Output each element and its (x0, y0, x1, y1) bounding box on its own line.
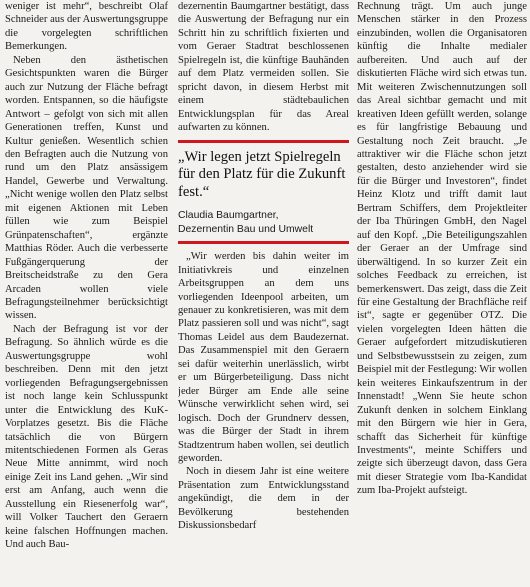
paragraph: Noch in diesem Jahr ist eine weitere Präsentation zum Entwicklungsstand angekündigt, die dem in der Bevölkerung bestehenden Diskussionsbedarf (178, 466, 349, 532)
paragraph: dezernentin Baumgartner bestätigt, dass die Auswertung der Befragung nur ein Schritt hin zu schriftlich fixierten und vom Geraer Stadtrat beschlossenen Spielregeln ist, die künftige Bauhänden auf dem Platz vermeiden sollen. Sie spricht davon, in diesem Herbst mit einem städtebaulichen Entwicklungsplan für das Areal aufwarten zu können. (178, 1, 349, 134)
pullquote-attribution (178, 209, 349, 236)
pullquote: „Wir legen jetzt Spielregeln für den Platz für die Zukunft fest.“ (178, 148, 346, 200)
pullquote-rule-bottom (178, 241, 349, 244)
paragraph: Nach der Befragung ist vor der Befragung. So ähnlich würde es die Auswertungsgruppe wohl beschreiben. Denn mit den jetzt vorliegenden Befragungsergebnissen ist noch lange kein Schlusspunkt unter die Entwicklung des KuK-Vorplatzes gesetzt. Bis die Fläche tatsächlich die von Bürgern mitentschiedenen Formen als Geras Neue Mitte annimmt, wird noch einige Zeit ins Land gehen. „Wir sind erst am Anfang, auch wenn die Ausstellung ein Riesenerfolg war“, will Volker Tauchert den Geraern keine falschen Hoffnungen machen. Und auch Bau- (5, 323, 168, 551)
paragraph: Rechnung trägt. Um auch junge Menschen stärker in den Prozess einzubinden, wollen die Organisatoren künftig die Inhalte medialer aufbereiten. Und auch auf der diskutierten Fläche wird sich etwas tun. Mit weiteren Zwischennutzungen soll das Areal sichtbar gemacht und mit kreativen Ideen gefüllt werden, solange es für langfristige Bebauung und Gestaltung noch Zeit braucht. „Je attraktiver wir die Fläche schon jetzt gestalten, desto anziehender wird sie für die Bürger und Investoren“, findet Heinz Klotz und trifft damit laut Bertram Schiffers, dem Projektleiter der Iba Thüringen GmbH, den Nagel auf den Kopf. „Die Beteiligungszahlen der Geraer an der Umfrage sind überwältigend. In so kurzer Zeit ein solches Feedback zu erreichen, ist bemerkenswert. Das zeigt, dass die Zeit für eine Gestaltung der Brachfläche reif ist“, sagte er gegenüber OTZ. Die vielen vorgelegten Ideen hätten die Geraer aufgefordert mitzudiskutieren und Selbstbewusstsein zu zeigen, zum Beispiel mit der Festlegung: Wir wollen kein weiteres Einkaufszentrum in der Innenstadt! „Wenn Sie heute schon Zukunft denken in solchem Einklang mit den Bürgern wie hier in Gera, schafft das Sicherheit für künftige Investments“, meinte Schiffers und zeigte sich überzeugt davon, dass Gera mit dieser Strategie vom Iba-Kandidat zum Iba-Projekt aufsteigt. (357, 1, 527, 497)
attribution-name: Claudia Baumgartner, (178, 210, 279, 222)
paragraph: weniger ist mehr“, beschreibt Olaf Schneider aus der Auswertungsgruppe die vorgelegten schriftlichen Bemerkungen. (5, 1, 168, 53)
paragraph: Neben den ästhetischen Gesichtspunkten waren die Bürger auch zur Nutzung der Fläche befragt worden. Entspannen, so die häufigste Antwort – gefolgt von sich mit allen Generationen treffen, Kunst und Kultur genießen. Wesentlich schien den Befragten auch die Nutzung von rund um den Platz ansässigem Handel, Gewerbe und Verwaltung. „Nicht wenige wollen den Platz selbst mit eigenen Aktionen mit Leben füllen wie zum Beispiel Grünpatenschaften“, ergänzte Matthias Röder. Auch die verbesserte Fußgängerquerung der Breitscheidstraße zu den Gera Arcaden wollen viele Befragungsteilnehmer berücksichtigt wissen. (5, 54, 168, 322)
article-column-1 (5, 0, 168, 587)
attribution-role: Dezernentin Bau und Umwelt (178, 223, 314, 235)
paragraph: „Wir werden bis dahin weiter im Initiativkreis und einzelnen Arbeitsgruppen an dem uns vorliegenden Ideenpool arbeiten, um genauer zu konkretisieren, was mit dem Platz passieren soll und was nicht“, sagt Thomas Leidel aus dem Baudezernat. Das Zusammenspiel mit den Geraern sei dafür weiterhin unerlässlich, wirbt er um Bürgerbeteiligung. Dass nicht jeder Bürger am Ende alle seine Wünsche verwirklicht sehen wird, sei logisch. Doch der Grundnerv dessen, was die Bürger der Stadt in ihrem Stadtzentrum haben wollen, sei deutlich geworden. (178, 251, 349, 465)
article-column-2 (178, 0, 349, 587)
pullquote-rule-top (178, 140, 349, 143)
article-column-3 (357, 0, 527, 587)
